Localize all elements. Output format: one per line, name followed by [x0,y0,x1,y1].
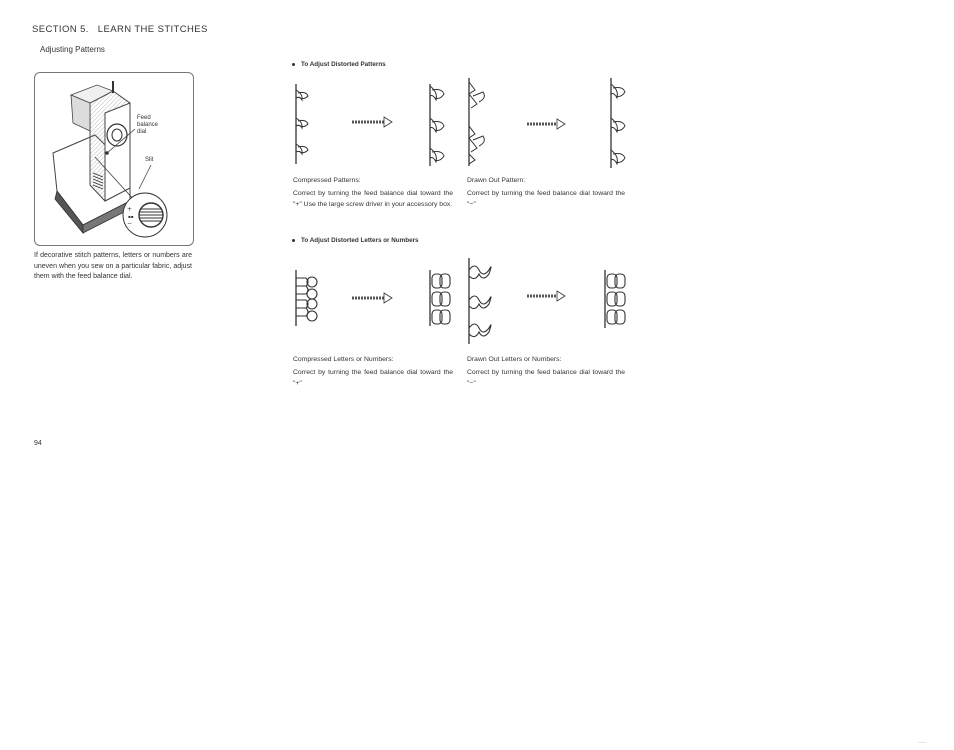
compressed-letters-text: Correct by turning the feed balance dial toward the "+" [293,369,453,387]
svg-text:+: + [127,206,133,213]
drawn-out-pattern-text: Correct by turning the feed balance dial toward the "−" [467,190,625,208]
drawn-out-letters-text: Correct by turning the feed balance dial toward the "−" [467,369,625,387]
feed-balance-dial-label: Feed balance dial [137,115,159,135]
compressed-patterns-diagram [290,78,460,170]
sewing-machine-drawing [35,73,193,245]
section-title: LEARN THE STITCHES [97,24,208,35]
svg-text:−: − [127,220,133,227]
corner-mark: ···· [918,740,926,746]
arrow-right-icon [384,117,392,127]
bullet-icon [292,239,295,242]
patterns-heading [292,61,386,68]
svg-text:▪▪: ▪▪ [128,214,134,219]
machine-illustration [34,72,194,246]
compressed-patterns-text: Correct by turning the feed balance dial toward the "+" Use the large screw driver in your accessory box. [293,190,453,208]
arrow-right-icon [557,291,565,301]
arrow-right-icon [384,293,392,303]
section-number: SECTION 5. [32,24,89,35]
letters-heading [292,237,419,244]
arrow-right-icon [557,119,565,129]
section-heading [32,24,208,35]
page-number: 94 [34,440,42,447]
compressed-letters-caption: Compressed Letters or Numbers: [293,356,394,363]
subheading: Adjusting Patterns [40,45,105,54]
drawn-out-pattern-caption: Drawn Out Pattern: [467,177,526,184]
drawn-out-patterns-diagram [465,76,635,172]
intro-paragraph: If decorative stitch patterns, letters or numbers are uneven when you sew on a particular fabric, adjust them with the feed balance dial. [34,252,192,280]
patterns-heading-text: To Adjust Distorted Patterns [301,61,386,68]
drawn-out-letters-diagram [465,256,635,348]
compressed-letters-diagram [290,268,460,330]
slit-label: Slit [145,157,154,163]
bullet-icon [292,63,295,66]
drawn-out-letters-caption: Drawn Out Letters or Numbers: [467,356,562,363]
compressed-patterns-caption: Compressed Patterns: [293,177,361,184]
letters-heading-text: To Adjust Distorted Letters or Numbers [301,237,419,244]
